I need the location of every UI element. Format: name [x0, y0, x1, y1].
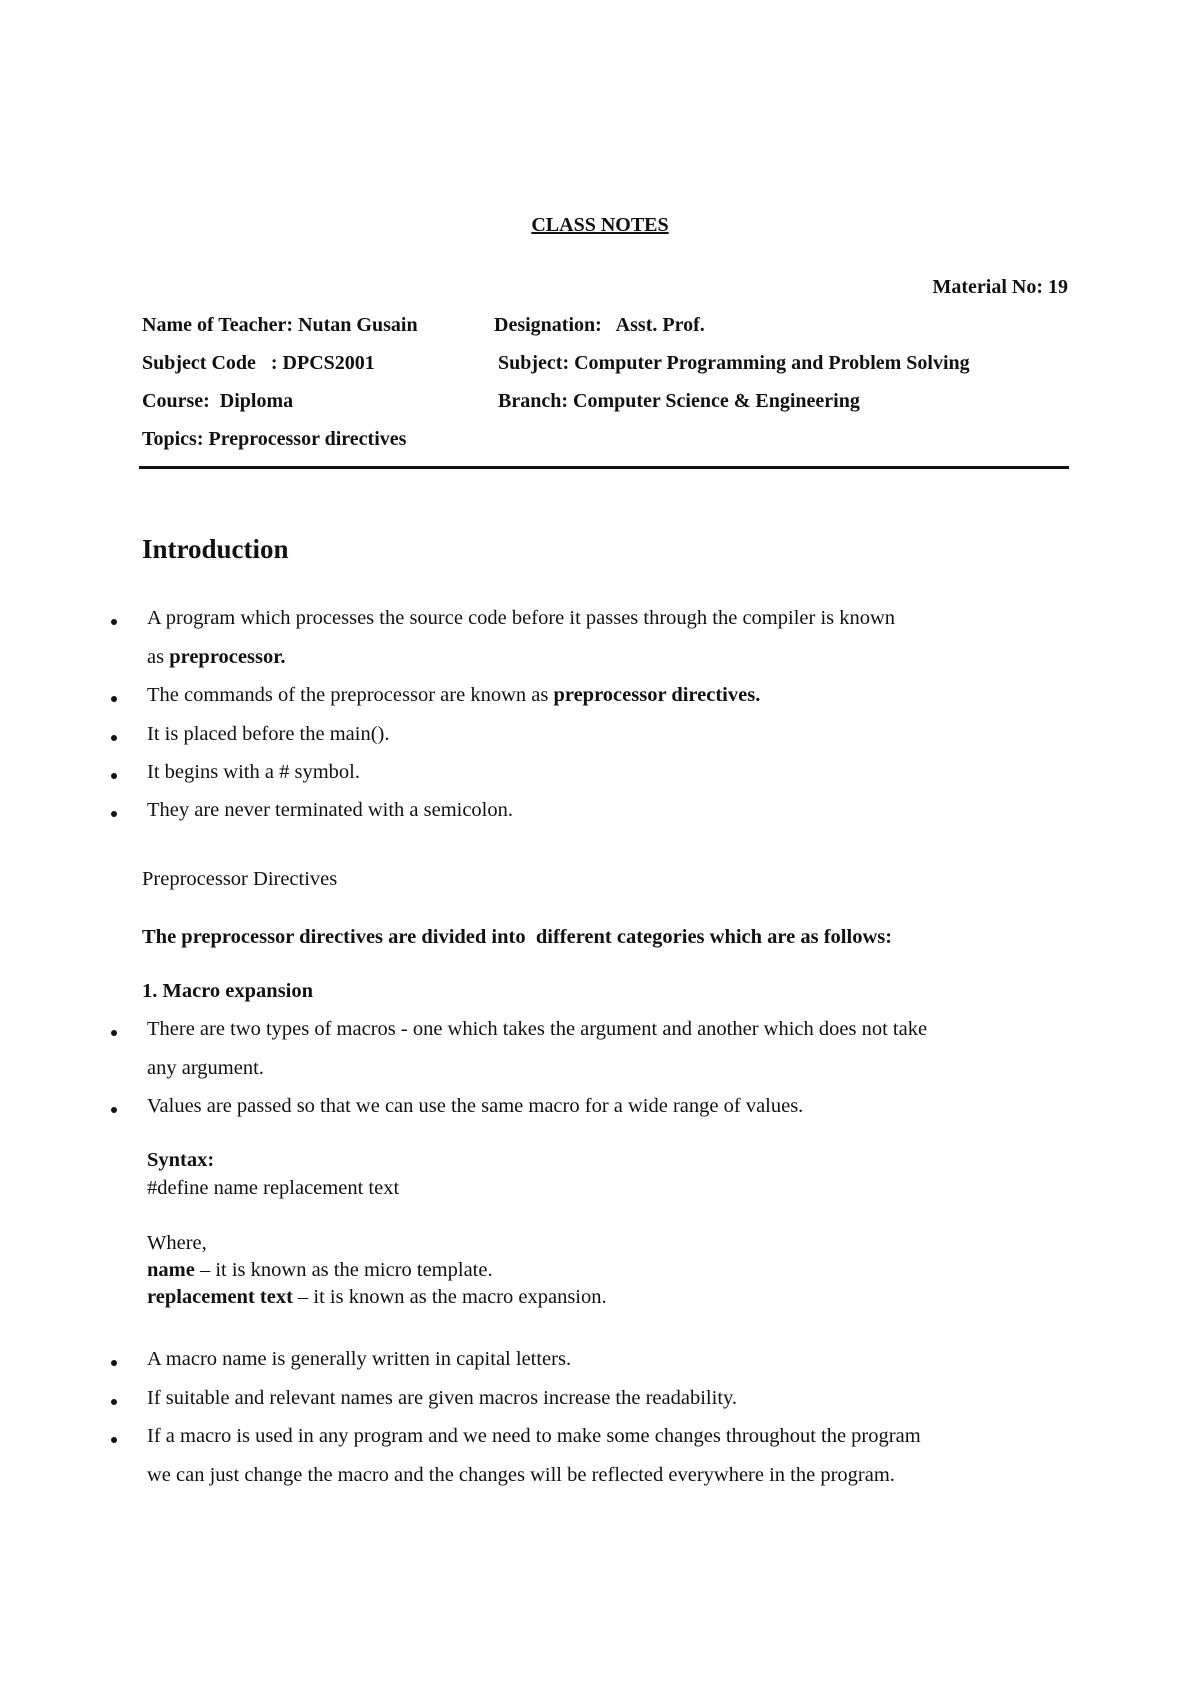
bullet-icon [109, 771, 119, 781]
macro-bullet-1-line-1: There are two types of macros - one which takes the argument and another which does not take [147, 1018, 928, 1040]
bullet-icon [109, 733, 119, 743]
replacement-text-description: – it is known as the macro expansion. [292, 1286, 607, 1308]
intro-bullet-3: It is placed before the main(). [147, 723, 390, 745]
bullet-icon [109, 1397, 119, 1407]
name-term: name [147, 1259, 195, 1281]
macro-bullet-1-line-2: any argument. [147, 1057, 264, 1079]
bullet-icon [109, 809, 119, 819]
intro-bullet-2-prefix: The commands of the preprocessor are known as [147, 684, 554, 706]
intro-bullet-1-line-2 [147, 646, 286, 669]
where-label: Where, [147, 1232, 207, 1254]
bullet-icon [109, 1028, 119, 1038]
subject: Subject: Computer Programming and Problem Solving [498, 352, 970, 374]
categories-statement: The preprocessor directives are divided into different categories which are as follows: [142, 926, 893, 948]
bullet-icon [109, 694, 119, 704]
macro-bullet-4: If suitable and relevant names are given macros increase the readability. [147, 1387, 738, 1409]
intro-bullet-1-prefix: as [147, 646, 170, 668]
macro-bullet-2: Values are passed so that we can use the same macro for a wide range of values. [147, 1095, 804, 1117]
macro-bullet-3: A macro name is generally written in capital letters. [147, 1348, 572, 1370]
header-divider [139, 466, 1069, 469]
macro-bullet-5-line-1: If a macro is used in any program and we need to make some changes throughout the program [147, 1425, 921, 1447]
subject-code: Subject Code : DPCS2001 [142, 352, 375, 374]
bullet-icon [109, 617, 119, 627]
syntax-label: Syntax: [147, 1149, 215, 1171]
section-heading-introduction: Introduction [142, 534, 289, 564]
intro-bullet-2 [147, 684, 760, 707]
branch: Branch: Computer Science & Engineering [498, 390, 860, 412]
intro-bullet-2-bold: preprocessor directives. [553, 684, 761, 706]
teacher-name: Name of Teacher: Nutan Gusain [142, 314, 418, 336]
replacement-text-term: replacement text [147, 1286, 293, 1308]
intro-bullet-4: It begins with a # symbol. [147, 761, 360, 783]
syntax-code: #define name replacement text [147, 1177, 400, 1199]
course: Course: Diploma [142, 390, 294, 412]
macro-bullet-5-line-2: we can just change the macro and the changes will be reflected everywhere in the program. [147, 1464, 895, 1486]
intro-bullet-5: They are never terminated with a semicolon. [147, 799, 514, 821]
page-title: CLASS NOTES [531, 214, 669, 236]
topics: Topics: Preprocessor directives [142, 428, 407, 450]
bullet-icon [109, 1435, 119, 1445]
name-description: – it is known as the micro template. [194, 1259, 493, 1281]
designation: Designation: Asst. Prof. [494, 314, 705, 336]
replacement-text-definition [147, 1286, 607, 1309]
name-definition [147, 1259, 493, 1282]
subheading-preprocessor-directives: Preprocessor Directives [142, 868, 338, 890]
material-number: Material No: 19 [932, 276, 1068, 298]
intro-bullet-1-line-1: A program which processes the source code before it passes through the compiler is known [147, 607, 896, 629]
bullet-icon [109, 1105, 119, 1115]
intro-bullet-1-bold: preprocessor. [169, 646, 286, 668]
macro-expansion-heading: 1. Macro expansion [142, 980, 314, 1002]
bullet-icon [109, 1358, 119, 1368]
